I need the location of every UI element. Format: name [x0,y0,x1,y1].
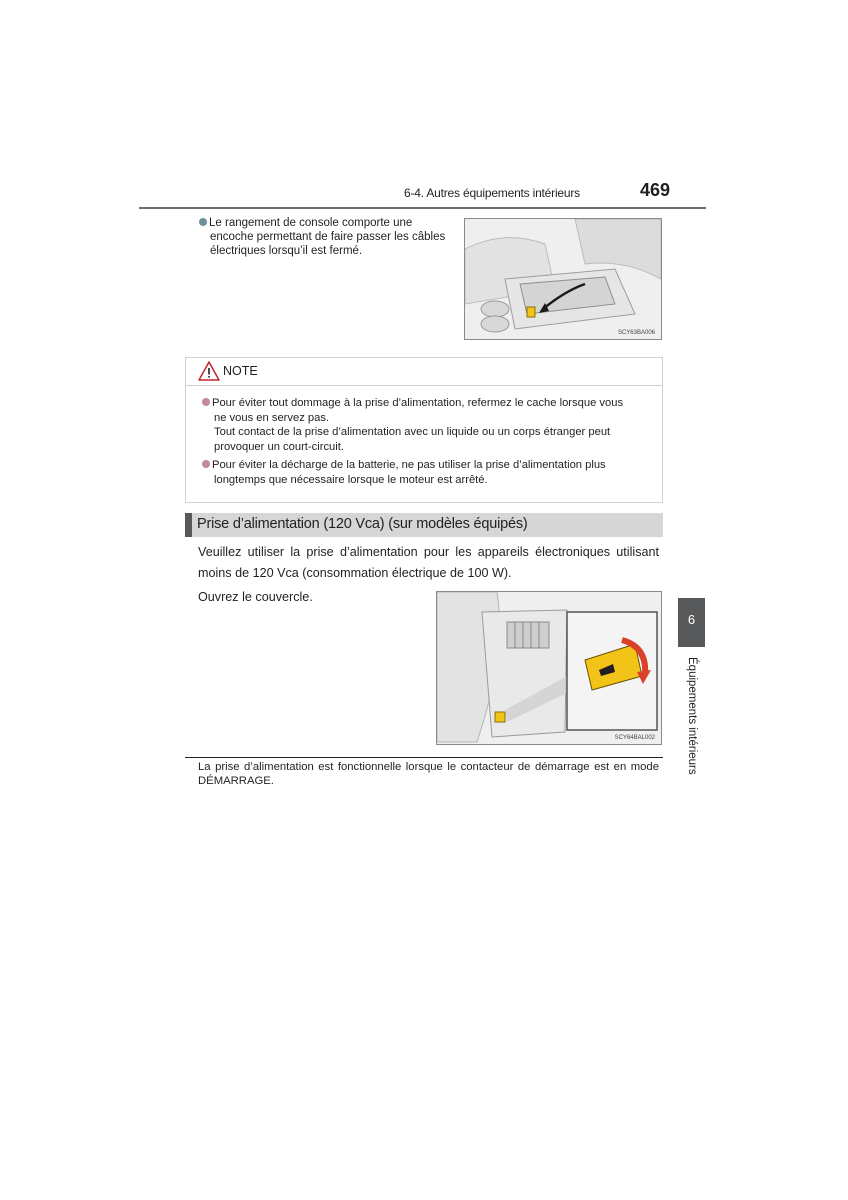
image-code: SCY63BA006 [617,330,655,336]
note-text: ne vous en servez pas. [214,411,330,424]
note-body [202,396,658,491]
footnote-rule [185,757,663,758]
intro-line-1: Le rangement de console comporte une [209,217,413,229]
note-text: Pour éviter tout dommage à la prise d’alimentation, refermez le cache lorsque vous [212,397,624,409]
bullet-icon [202,398,210,406]
section-heading-marker [185,513,192,537]
note-text: Pour éviter la décharge de la batterie, ne pas utiliser la prise d’alimentation plus [212,459,606,471]
power-outlet-photo [436,591,662,745]
section-title: Prise d’alimentation (120 Vca) (sur modèles équipés) [197,516,528,532]
note-text: Tout contact de la prise d’alimentation avec un liquide ou un corps étranger peut [214,426,611,438]
note-text: provoquer un court-circuit. [214,440,344,453]
note-item [202,396,658,454]
note-box [185,357,663,503]
note-header [186,358,662,386]
bullet-icon [199,218,207,226]
header-rule [139,207,706,209]
header-section-title: 6-4. Autres équipements intérieurs [404,186,580,200]
footnote-text: La prise d’alimentation est fonctionnelle lorsque le contacteur de démarrage est en mode DÉMARRAGE. [198,761,659,787]
page-number: 469 [640,180,671,200]
chapter-tab: 6 [678,598,705,647]
section-paragraph: Veuillez utiliser la prise d’alimentation pour les appareils électroniques utilisant moins de 120 Vca (consommation électrique de 100 W). [198,545,659,580]
chapter-tab-label [679,657,703,787]
instruction-text: Ouvrez le couvercle. [198,590,313,604]
note-item [202,458,658,487]
warning-icon [198,361,220,381]
bullet-icon [202,460,210,468]
section-heading-bar [185,513,663,537]
image-code: SCY64BAL002 [614,735,655,741]
intro-text [199,216,453,258]
console-storage-photo [464,218,662,340]
note-text: longtemps que nécessaire lorsque le moteur est arrêté. [214,473,488,486]
intro-line-2: encoche permettant de faire passer les câbles [210,231,446,243]
note-label: NOTE [223,364,258,378]
chapter-label-text: Équipements intérieurs [686,657,698,775]
intro-line-3: électriques lorsqu’il est fermé. [210,245,363,257]
